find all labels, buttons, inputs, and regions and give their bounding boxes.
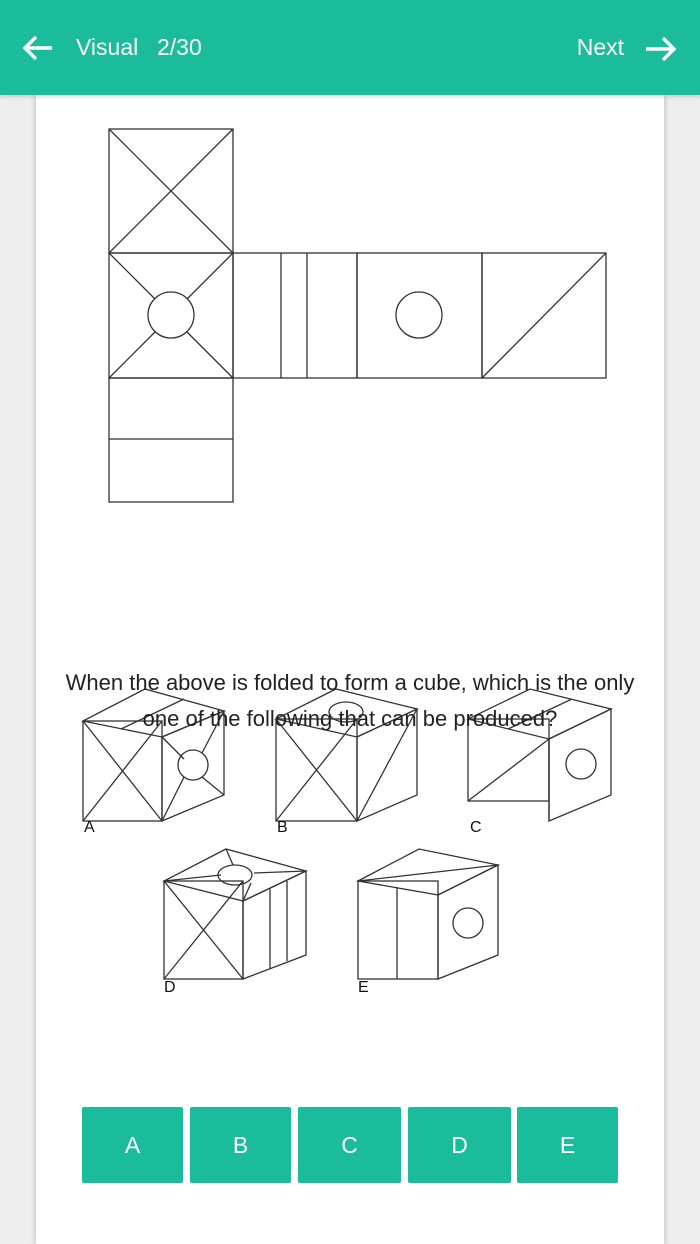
option-e-cube	[358, 849, 498, 979]
answer-d-button[interactable]: D	[408, 1107, 511, 1183]
cube-net-diagram	[109, 129, 606, 502]
question-counter: 2/30	[157, 34, 202, 60]
question-card	[36, 95, 664, 1244]
answer-e-button[interactable]: E	[517, 1107, 618, 1183]
answer-b-button[interactable]: B	[190, 1107, 291, 1183]
option-label-c: C	[470, 819, 482, 836]
back-arrow-icon[interactable]	[20, 30, 56, 66]
question-text: When the above is folded to form a cube, which is the only one of the following that can be produced?	[65, 670, 635, 731]
answer-a-button[interactable]: A	[82, 1107, 183, 1183]
option-label-e: E	[358, 979, 369, 996]
option-label-a: A	[84, 819, 95, 836]
answer-buttons	[82, 1107, 618, 1183]
answer-c-button[interactable]: C	[298, 1107, 401, 1183]
option-label-b: B	[277, 819, 288, 836]
option-d-cube	[164, 849, 306, 979]
next-label[interactable]: Next	[576, 34, 624, 60]
next-arrow-icon[interactable]	[642, 30, 680, 68]
option-label-d: D	[164, 979, 176, 996]
top-bar	[0, 0, 700, 95]
page-title: Visual	[76, 34, 139, 60]
